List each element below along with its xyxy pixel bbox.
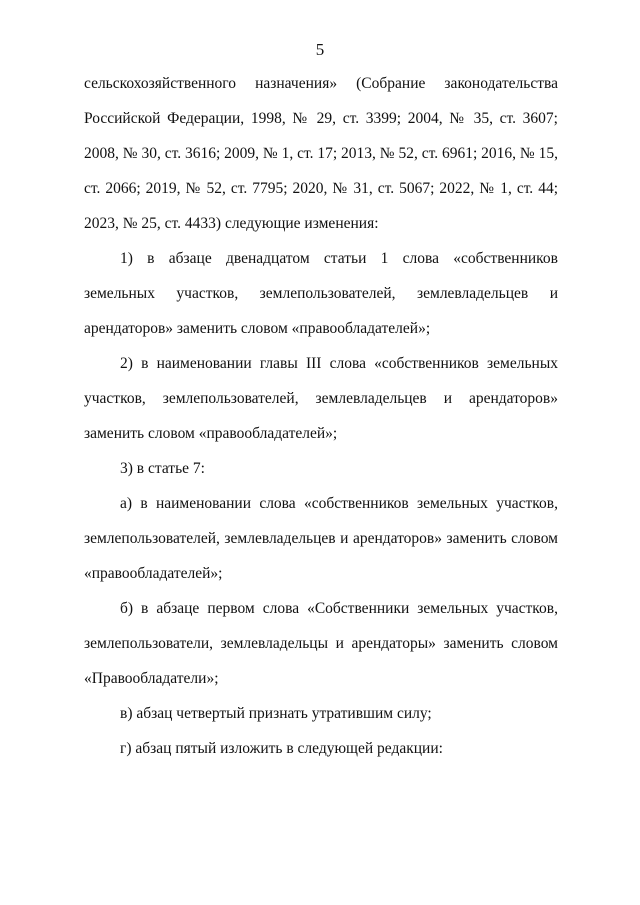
paragraph-item-3b: б) в абзаце первом слова «Собственники земельных участков, землепользователи, землевладельцы и арендаторы» заменить словом «Правообладатели»; [84,600,558,687]
paragraph-item-2: 2) в наименовании главы III слова «собственников земельных участков, землепользователей, землевладельцев и арендаторов» заменить словом «правообладателей»; [84,355,558,442]
paragraph-item-3v: в) абзац четвертый признать утратившим силу; [120,705,432,722]
paragraph-item-3a: а) в наименовании слова «собственников земельных участков, землепользователей, землевладельцев и арендаторов» заменить словом «правообладателей»; [84,495,558,582]
paragraph-item-3: 3) в статье 7: [120,460,205,477]
paragraph-item-3g: г) абзац пятый изложить в следующей редакции: [120,740,443,757]
paragraph-continuation: сельскохозяйственного назначения» (Собрание законодательства Российской Федерации, 1998, № 29, ст. 3399; 2004, № 35, ст. 3607; 2008, № 30, ст. 3616; 2009, № 1, ст. 17; 2013, № 52, ст. 6961; 2016, № 15, ст. 2066; 2019, № 52, ст. 7795; 2020, № 31, ст. 5067; 2022, № 1, ст. 44; 2023, № 25, ст. 4433) следующие изменения: [84,75,558,232]
document-body [84,66,558,766]
paragraph-item-1: 1) в абзаце двенадцатом статьи 1 слова «собственников земельных участков, землепользователей, землевладельцев и арендаторов» заменить словом «правообладателей»; [84,250,558,337]
page-number: 5 [315,40,325,59]
